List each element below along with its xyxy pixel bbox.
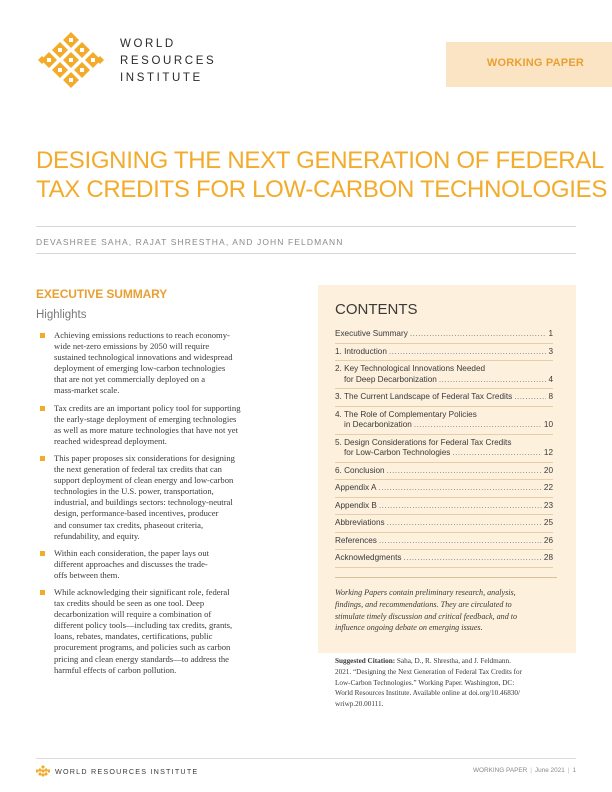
- divider: [335, 577, 557, 578]
- working-paper-note: [335, 587, 565, 634]
- toc-item-executive-summary[interactable]: [335, 326, 553, 344]
- toc-page: 12: [543, 448, 553, 457]
- toc-label: for Deep Decarbonization: [344, 374, 437, 384]
- text-line: that are not yet commercially deployed on a: [54, 374, 206, 385]
- footer-separator: |: [567, 767, 570, 774]
- toc-item-design-considerations[interactable]: [335, 435, 553, 463]
- text-line: the early-stage deployment of emerging technologies: [54, 413, 237, 424]
- toc-item-acknowledgments[interactable]: [335, 550, 553, 568]
- working-paper-badge: [446, 42, 612, 87]
- toc-label: 3. The Current Landscape of Federal Tax Credits: [335, 392, 513, 401]
- toc-leader: [379, 536, 542, 547]
- toc-item-complementary-policies[interactable]: [335, 407, 553, 435]
- toc-leader: [403, 553, 541, 564]
- authors: DEVASHREE SAHA, RAJAT SHRESTHA, AND JOHN FELDMANN: [36, 237, 344, 247]
- toc-label: Abbreviations: [335, 518, 385, 527]
- toc-item-references[interactable]: [335, 533, 553, 551]
- toc-item-key-innovations[interactable]: [335, 361, 553, 389]
- list-item: [40, 548, 302, 581]
- text-line: different approaches and discusses the trade-: [54, 558, 208, 569]
- text-line: offs between them.: [54, 569, 120, 580]
- toc-label: Acknowledgments: [335, 553, 402, 562]
- toc-label: 5. Design Considerations for Federal Tax Credits: [335, 437, 512, 447]
- toc-label: 4. The Role of Complementary Policies: [335, 409, 477, 419]
- text-line: Low-Carbon Technologies.” Working Paper. Washington, DC:: [335, 678, 515, 687]
- toc-leader: [379, 501, 542, 512]
- toc-page: 3: [548, 346, 553, 356]
- text-line: different policy tools—including tax credits, grants,: [54, 620, 233, 631]
- footer-org-name: WORLD RESOURCES INSTITUTE: [55, 767, 199, 776]
- text-line: refundability, and equity.: [54, 530, 140, 541]
- text-line: loans, rebates, mandates, certifications, public: [54, 631, 213, 642]
- footer-label: WORKING PAPER: [473, 767, 528, 774]
- footer-page-info: [473, 767, 576, 774]
- contents-heading: CONTENTS: [335, 301, 418, 318]
- toc-leader: [378, 483, 541, 494]
- toc-label: 2. Key Technological Innovations Needed: [335, 364, 486, 373]
- toc-label: References: [335, 535, 377, 545]
- text-line: Achieving emissions reductions to reach economy-: [54, 330, 230, 340]
- toc-leader: [387, 518, 542, 529]
- table-of-contents: [335, 326, 553, 568]
- page-title: [36, 146, 608, 204]
- wri-lattice-logo-icon: [36, 32, 106, 88]
- text-line: procurement programs, and policies such as carbon: [54, 642, 231, 653]
- text-line: harmful effects of carbon pollution.: [54, 664, 177, 675]
- text-line: as well as more mature technologies that have not yet: [54, 424, 238, 435]
- list-item: [40, 453, 302, 542]
- text-line: findings, and recommendations. They are circulated to: [335, 599, 512, 609]
- toc-leader: [439, 375, 547, 386]
- toc-item-appendix-a[interactable]: [335, 480, 553, 498]
- text-line: and consumer tax credits, phaseout criteria,: [54, 519, 204, 530]
- toc-page: 23: [543, 500, 553, 510]
- divider: [36, 253, 576, 254]
- highlights-subheading: Highlights: [36, 309, 87, 321]
- bullet-square-icon: [40, 551, 45, 556]
- executive-summary-heading: EXECUTIVE SUMMARY: [36, 287, 168, 301]
- toc-page: 26: [543, 535, 553, 545]
- title-line: DESIGNING THE NEXT GENERATION OF FEDERAL: [36, 147, 605, 174]
- bullet-square-icon: [40, 590, 45, 595]
- divider: [36, 226, 576, 227]
- toc-leader: [414, 420, 542, 431]
- page-number: 1: [572, 767, 576, 774]
- text-line: 2021. “Designing the Next Generation of Federal Tax Credits for: [335, 667, 522, 676]
- list-item: [40, 587, 302, 676]
- toc-label: for Low-Carbon Technologies: [344, 448, 451, 457]
- toc-page: 20: [543, 465, 553, 475]
- list-item: [40, 403, 302, 447]
- list-item: [40, 330, 302, 397]
- text-line: technologies in the U.S. power, transportation,: [54, 486, 214, 497]
- text-line: wriwp.20.00111.: [335, 700, 384, 709]
- divider: [36, 758, 576, 759]
- text-line: World Resources Institute. Available online at doi.org/10.46830/: [335, 689, 520, 698]
- toc-leader: [514, 392, 546, 403]
- text-line: pricing and clean energy standards—to address the: [54, 653, 230, 664]
- toc-page: 4: [548, 374, 553, 384]
- toc-item-current-landscape[interactable]: [335, 389, 553, 407]
- toc-page: 8: [548, 392, 553, 401]
- text-line: reached widespread deployment.: [54, 435, 167, 446]
- text-line: Saha, D., R. Shrestha, and J. Feldmann.: [395, 657, 511, 665]
- title-line: TAX CREDITS FOR LOW-CARBON TECHNOLOGIES: [36, 176, 608, 203]
- bullet-square-icon: [40, 333, 45, 338]
- toc-leader: [410, 329, 547, 340]
- text-line: mass-market scale.: [54, 385, 120, 396]
- text-line: decarbonization will require a combination of: [54, 609, 212, 620]
- text-line: tax credits should be seen as one tool. Deep: [54, 598, 205, 609]
- toc-label: Appendix A: [335, 483, 377, 492]
- text-line: While acknowledging their significant role, federal: [54, 586, 230, 597]
- toc-label: Appendix B: [335, 500, 377, 510]
- text-line: stimulate timely discussion and critical feedback, and to: [335, 611, 518, 621]
- citation-label: Suggested Citation:: [335, 657, 396, 665]
- text-line: influence ongoing debate on emerging issues.: [335, 623, 483, 633]
- suggested-citation: [335, 656, 565, 710]
- text-line: Tax credits are an important policy tool for supporting: [54, 402, 241, 413]
- toc-page: 28: [543, 553, 553, 562]
- toc-item-introduction[interactable]: [335, 344, 553, 362]
- text-line: support deployment of clean energy and low-carbon: [54, 475, 234, 486]
- toc-label: Executive Summary: [335, 329, 408, 338]
- toc-item-conclusion[interactable]: [335, 463, 553, 481]
- toc-page: 25: [543, 518, 553, 527]
- text-line: wide net-zero emissions by 2050 will require: [54, 341, 210, 352]
- footer-separator: |: [530, 767, 532, 774]
- text-line: industrial, and buildings sectors: technology-neutral: [54, 497, 233, 508]
- toc-label: 6. Conclusion: [335, 465, 385, 475]
- toc-page: 10: [543, 420, 553, 429]
- wri-lattice-logo-icon: [36, 765, 50, 777]
- text-line: This paper proposes six considerations for designing: [54, 452, 235, 463]
- toc-item-abbreviations[interactable]: [335, 515, 553, 533]
- text-line: the next generation of federal tax credits that can: [54, 464, 222, 475]
- highlights-list: [40, 330, 302, 682]
- toc-leader: [452, 448, 542, 459]
- text-line: Working Papers contain preliminary research, analysis,: [335, 588, 516, 597]
- toc-page: 1: [548, 329, 553, 338]
- toc-page: 22: [543, 483, 553, 492]
- toc-label: in Decarbonization: [344, 420, 412, 429]
- org-name-line: WORLD: [120, 38, 176, 50]
- working-paper-badge-label: WORKING PAPER: [486, 57, 584, 69]
- text-line: sustained technological innovations and widespread: [54, 352, 233, 363]
- org-name-line: INSTITUTE: [120, 72, 203, 84]
- toc-leader: [389, 347, 547, 358]
- toc-item-appendix-b[interactable]: [335, 498, 553, 516]
- text-line: design, performance-based incentives, producer: [54, 508, 219, 519]
- org-name: [120, 36, 216, 87]
- bullet-square-icon: [40, 406, 45, 411]
- org-name-line: RESOURCES: [120, 55, 217, 67]
- toc-leader: [387, 466, 542, 477]
- bullet-square-icon: [40, 456, 45, 461]
- footer-date: June 2021: [534, 767, 565, 774]
- text-line: Within each consideration, the paper lays out: [54, 547, 210, 558]
- toc-label: 1. Introduction: [335, 346, 387, 356]
- text-line: deployment of emerging low-carbon technologies: [54, 363, 226, 374]
